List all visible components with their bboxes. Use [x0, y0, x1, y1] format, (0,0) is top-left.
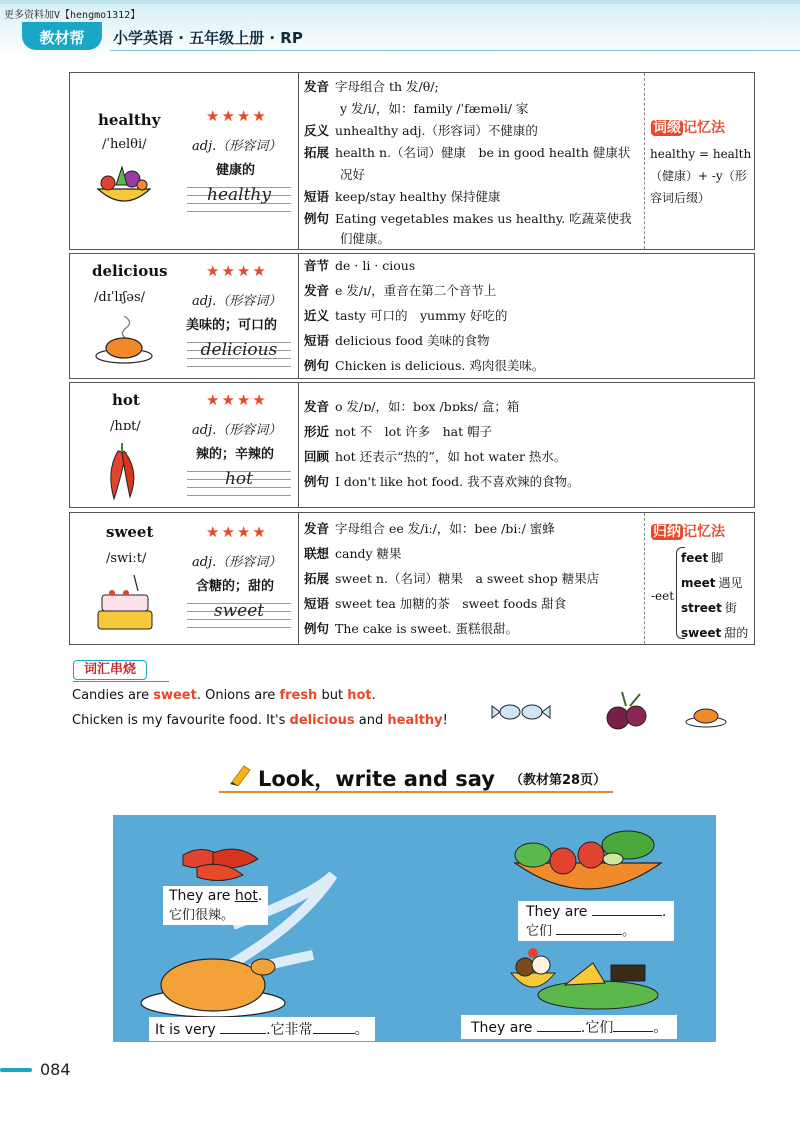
row-text: 况好: [340, 167, 366, 182]
pepper-shape: [122, 451, 134, 497]
tomato-shape: [550, 848, 576, 874]
memo-title: [651, 117, 725, 137]
detail-row: [304, 143, 630, 163]
book-title: 小学英语 · 五年级上册 · RP: [113, 29, 303, 47]
entry-delicious: [69, 253, 755, 379]
row-text: 字母组合 ee 发/iː/，如：bee /biː/ 蜜蜂: [335, 521, 555, 536]
answer-text: They are: [526, 904, 588, 920]
tomato-shape: [578, 842, 604, 868]
headword: sweet: [106, 523, 154, 541]
detail-row: [304, 569, 599, 589]
row-text: hot 还表示“热的”，如 hot water 热水。: [335, 449, 567, 464]
cherry-shape: [528, 948, 538, 958]
sentence-text: Chicken is my favourite food. It's: [72, 713, 290, 728]
detail-row: [304, 544, 402, 564]
vegetable-bowl-illustration: [515, 831, 661, 889]
answer-text: They are: [471, 1020, 533, 1036]
chili-peppers-illustration: [183, 849, 258, 880]
column-divider: [298, 73, 299, 249]
detail-row: [304, 256, 415, 276]
ice-cream-scoop: [532, 956, 550, 974]
header-rule: [110, 50, 800, 51]
pencil-icon: [228, 764, 252, 786]
keyword: sweet: [153, 688, 197, 703]
chicken-shape: [694, 709, 718, 723]
answer-text: 。: [653, 1020, 668, 1036]
keyword: fresh: [279, 688, 318, 703]
handwriting-sample: hot: [224, 469, 253, 489]
row-text: Chicken is delicious. 鸡肉很美味。: [335, 358, 545, 373]
memo-divider: [644, 513, 646, 644]
detail-row: [304, 472, 580, 492]
column-divider: [298, 513, 299, 644]
suffix-label: -eet: [651, 589, 675, 603]
row-text: 字母组合 th 发/θ/;: [335, 79, 439, 94]
basket-shape: [98, 189, 150, 201]
answer-text: .: [257, 888, 263, 904]
star-rating: ★★★★: [206, 391, 268, 409]
row-text: The cake is sweet. 蛋糕很甜。: [335, 621, 518, 636]
row-key: 例句: [304, 211, 330, 226]
chocolate-cake: [611, 965, 645, 981]
row-key: 形近: [304, 424, 330, 439]
cherry-shape: [109, 590, 115, 596]
row-key: 近义: [304, 308, 330, 323]
suffix-word: [681, 549, 723, 566]
memo-line: healthy = health: [650, 147, 752, 161]
row-text: sweet n.（名词）糖果 a sweet shop 糖果店: [335, 571, 600, 586]
answer-box-hot: [163, 886, 268, 925]
tomato-shape: [101, 176, 115, 190]
chain-sentence-2: [72, 713, 448, 728]
row-text: Eating vegetables makes us healthy. 吃蔬菜使我: [335, 211, 632, 226]
chicken-shape: [106, 338, 142, 358]
headword: delicious: [92, 262, 168, 280]
row-text: e 发/ɪ/，重音在第二个音节上: [335, 283, 497, 298]
answer-box-delicious: [149, 1017, 375, 1041]
writing-line: [187, 366, 291, 367]
answer-blank[interactable]: [556, 922, 622, 935]
roast-chicken-illustration: [141, 959, 285, 1017]
answer-text: They are: [169, 888, 235, 904]
row-key: 例句: [304, 358, 330, 373]
section-title: Look，write and say: [258, 767, 495, 791]
row-key: 联想: [304, 546, 330, 561]
answer-box-healthy: [518, 901, 674, 941]
chinese-meaning: 辣的；辛辣的: [196, 447, 275, 462]
roast-chicken-icon: [686, 709, 726, 727]
detail-row: [304, 281, 496, 301]
phonetic: /swiːt/: [106, 551, 147, 566]
row-text: candy 糖果: [335, 546, 402, 561]
row-text: de · li · cious: [335, 258, 416, 273]
ice-cream-scoop: [516, 958, 534, 976]
answer-text: .它们: [580, 1020, 614, 1036]
answer-blank[interactable]: [613, 1019, 653, 1032]
detail-row: [304, 422, 492, 442]
cucumber-shape: [603, 853, 623, 865]
sentence-text: and: [354, 713, 388, 728]
star-rating: ★★★★: [206, 107, 268, 125]
part-of-speech: adj.（形容词）: [192, 555, 282, 570]
writing-line: [187, 627, 291, 628]
row-key: 发音: [304, 79, 330, 94]
candy-wrap: [492, 706, 500, 718]
section-underline: [219, 791, 613, 793]
page-number: 084: [40, 1060, 71, 1079]
answer-blank[interactable]: [592, 903, 662, 916]
answer-blank[interactable]: [313, 1021, 355, 1034]
cake-top-tier: [102, 595, 148, 611]
answer-text: .: [661, 904, 667, 920]
birthday-cake-icon: [96, 573, 154, 637]
row-text: sweet tea 加糖的茶 sweet foods 甜食: [335, 596, 567, 611]
detail-row: [304, 519, 555, 539]
suffix-word-cn: 甜的: [724, 626, 749, 640]
chain-illustrations: [490, 690, 730, 734]
suffix-word: [681, 574, 743, 591]
candy-body: [500, 705, 520, 719]
phonetic: /hɒt/: [110, 419, 141, 434]
detail-row: [304, 594, 566, 614]
detail-row: [304, 447, 566, 467]
answer-line: [526, 920, 666, 939]
suffix-word: [681, 599, 737, 616]
row-text: tasty 可口的 yummy 好吃的: [335, 308, 508, 323]
detail-row: [304, 187, 501, 207]
row-text: not 不 lot 许多 hat 帽子: [335, 424, 493, 439]
memo-tag: 词缀: [653, 120, 681, 136]
answer-filled: hot: [234, 888, 258, 904]
memo-title-text: 记忆法: [683, 524, 725, 540]
row-key: 发音: [304, 521, 330, 536]
row-key: 短语: [304, 189, 330, 204]
detail-row: [340, 99, 528, 119]
detail-row: [340, 165, 365, 185]
lettuce-shape: [515, 843, 551, 867]
row-text: y 发/i/，如：family /ˈfæməli/ 家: [340, 101, 529, 116]
memo-title: [651, 521, 725, 541]
onion-icon: [607, 692, 646, 729]
candy-icon: [492, 705, 550, 719]
row-text: keep/stay healthy 保持健康: [335, 189, 501, 204]
knife-line: [134, 575, 138, 591]
vocab-chain-tag: 词汇串烧: [73, 660, 147, 680]
sentence-text: !: [442, 713, 448, 728]
row-text: 们健康。: [340, 231, 391, 246]
detail-row: [304, 397, 519, 417]
row-key: 例句: [304, 474, 330, 489]
entry-hot: [69, 382, 755, 508]
memo-tag: 归纳: [653, 524, 681, 540]
answer-chinese: 它们: [526, 924, 553, 939]
steam-line: [122, 316, 129, 340]
candy-body: [522, 705, 542, 719]
sundae-glass: [511, 973, 555, 987]
memo-divider: [644, 73, 646, 249]
star-rating: ★★★★: [206, 262, 268, 280]
detail-row: [304, 121, 538, 141]
row-text: unhealthy adj.（形容词）不健康的: [335, 123, 538, 138]
section-page-ref: （教材第28页）: [510, 773, 607, 788]
onion-bulb: [626, 706, 646, 726]
suffix-word-en: feet: [681, 551, 709, 565]
chinese-meaning: 含糖的；甜的: [196, 579, 275, 594]
answer-text: .它非常: [266, 1022, 313, 1038]
chinese-meaning: 美味的；可口的: [186, 318, 278, 333]
detail-row: [304, 331, 490, 351]
part-of-speech: adj.（形容词）: [192, 423, 282, 438]
keyword: hot: [347, 688, 372, 703]
detail-row: [304, 209, 632, 229]
star-rating: ★★★★: [206, 523, 268, 541]
suffix-word-cn: 街: [724, 601, 737, 615]
sentence-text: . Onions are: [196, 688, 280, 703]
suffix-word: [681, 624, 748, 641]
row-key: 反义: [304, 123, 330, 138]
memo-line: 容词后缀）: [650, 191, 711, 205]
brand-tab: [22, 22, 102, 50]
row-key: 发音: [304, 283, 330, 298]
answer-blank[interactable]: [537, 1019, 581, 1032]
writing-line: [187, 495, 291, 496]
row-key: 拓展: [304, 145, 330, 160]
answer-chinese: 。: [622, 924, 636, 939]
page-number-bar: [0, 1068, 32, 1072]
row-key: 发音: [304, 399, 330, 414]
candy-wrap: [542, 706, 550, 718]
chili-peppers-icon: [100, 441, 144, 505]
answer-box-sweet: [461, 1015, 677, 1039]
cake-bottom-tier: [98, 611, 152, 629]
memo-body: [650, 143, 752, 209]
suffix-word-en: street: [681, 601, 722, 615]
sentence-text: but: [317, 688, 348, 703]
cherry-shape: [123, 590, 129, 596]
keyword: delicious: [289, 713, 355, 728]
food-scene: [113, 815, 716, 1042]
detail-row: [304, 77, 439, 97]
row-text: I don't like hot food. 我不喜欢辣的食物。: [335, 474, 580, 489]
memo-line: （健康）+ -y（形: [650, 169, 747, 183]
tray-shape: [538, 981, 658, 1009]
watermark: 更多资料加V【hengmo1312】: [4, 10, 141, 21]
suffix-word-en: sweet: [681, 626, 722, 640]
chain-sentence-1: [72, 688, 376, 703]
detail-row: [304, 619, 518, 639]
sentence-text: Candies are: [72, 688, 154, 703]
part-of-speech: adj.（形容词）: [192, 294, 282, 309]
onion-leaves: [622, 692, 640, 706]
brand-label: 教材帮: [39, 29, 85, 47]
chicken-body: [161, 959, 265, 1011]
entry-healthy: [69, 72, 755, 250]
row-key: 回顾: [304, 449, 330, 464]
vocab-chain-rule: [73, 681, 169, 682]
handwriting-sample: healthy: [207, 185, 271, 205]
phonetic: /dɪˈlɪʃəs/: [94, 290, 146, 305]
row-key: 例句: [304, 621, 330, 636]
answer-blank[interactable]: [220, 1021, 266, 1034]
answer-line: [169, 888, 262, 904]
column-divider: [298, 383, 299, 507]
header: [0, 0, 800, 58]
memo-title-text: 记忆法: [683, 120, 725, 136]
handwriting-sample: delicious: [200, 340, 278, 360]
sentence-text: .: [371, 688, 376, 703]
roast-chicken-icon: [94, 312, 154, 368]
chicken-leg: [251, 959, 275, 975]
suffix-word-cn: 遇见: [718, 576, 743, 590]
row-key: 短语: [304, 596, 330, 611]
carrot-shape: [137, 180, 147, 190]
column-divider: [298, 254, 299, 378]
row-key: 拓展: [304, 571, 330, 586]
answer-text: 。: [354, 1022, 369, 1038]
row-text: health n.（名词）健康 be in good health 健康状: [335, 145, 631, 160]
headword: healthy: [98, 111, 161, 129]
keyword: healthy: [387, 713, 443, 728]
entry-sweet: [69, 512, 755, 645]
vegetable-basket-icon: [94, 163, 154, 211]
header-stripe: [0, 0, 800, 4]
answer-chinese: 它们很辣。: [169, 908, 235, 923]
phonetic: /ˈhelθi/: [102, 137, 147, 152]
row-key: 短语: [304, 333, 330, 348]
headword: hot: [112, 391, 140, 409]
row-key: 音节: [304, 258, 330, 273]
cheesecake-slice: [565, 963, 605, 985]
writing-line: [187, 211, 291, 212]
handwriting-sample: sweet: [213, 601, 265, 621]
detail-row: [304, 356, 544, 376]
suffix-word-en: meet: [681, 576, 716, 590]
suffix-word-cn: 脚: [711, 551, 724, 565]
chinese-meaning: 健康的: [216, 163, 256, 178]
answer-text: It is very: [155, 1022, 216, 1038]
row-text: delicious food 美味的食物: [335, 333, 490, 348]
pencil-body: [232, 766, 250, 786]
answer-line: [526, 903, 666, 920]
detail-row: [304, 306, 507, 326]
desserts-illustration: [511, 948, 658, 1009]
row-text: o 发/ɒ/，如：box /bɒks/ 盒；箱: [335, 399, 520, 414]
detail-row: [340, 229, 390, 249]
part-of-speech: adj.（形容词）: [192, 139, 282, 154]
